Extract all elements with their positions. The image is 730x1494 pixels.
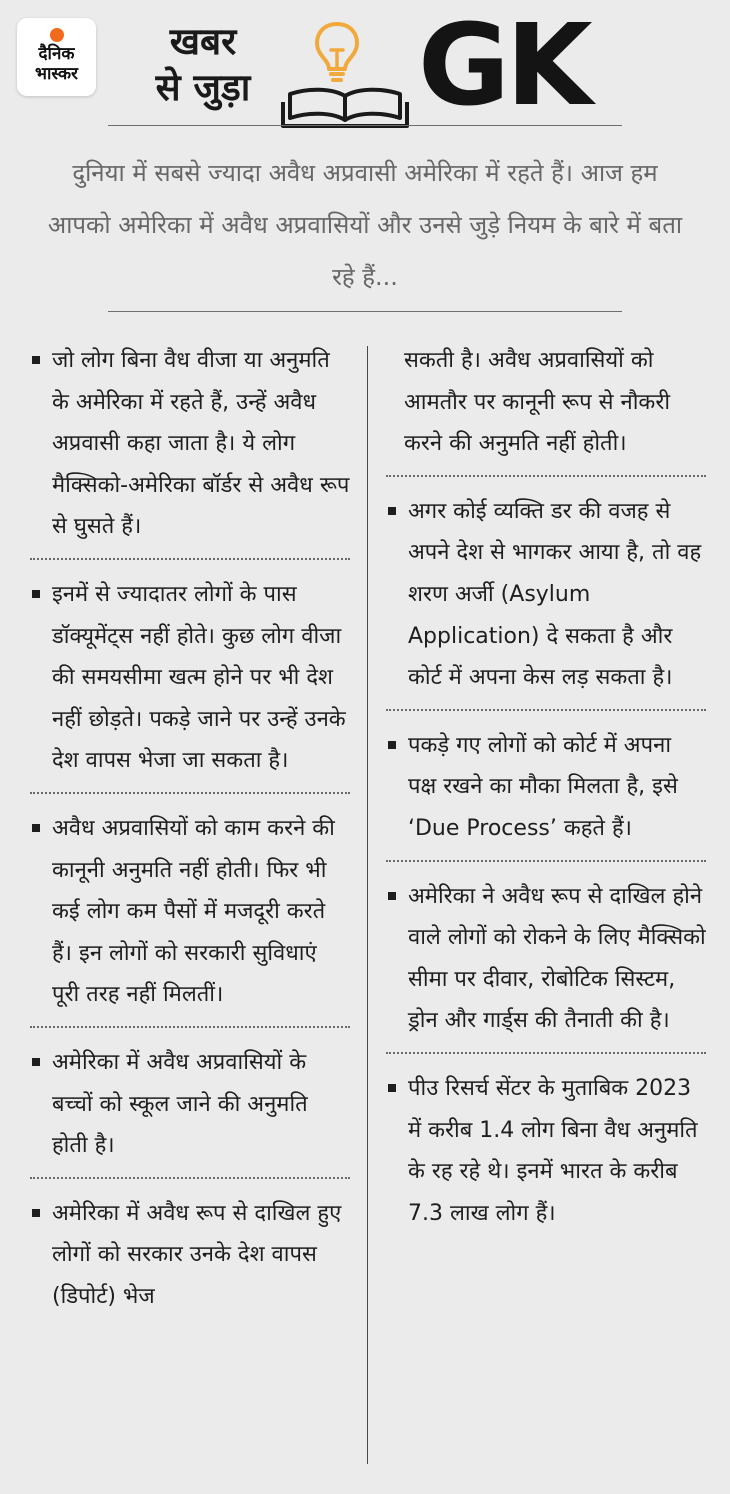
logo-text-line1: दैनिक	[38, 44, 75, 64]
bullet-icon	[32, 1058, 40, 1066]
list-item-text: सकती है। अवैध अप्रवासियों को आमतौर पर कानूनी रूप से नौकरी करने की अनुमति नहीं होती।	[404, 348, 671, 457]
header-title-line2: से जुड़ा	[155, 66, 251, 109]
intro-text: दुनिया में सबसे ज्यादा अवैध अप्रवासी अमेरिका में रहते हैं। आज हम आपको अमेरिका में अवैध अप्रवासियों और उनसे जुड़े नियम के बारे में बता रहे हैं...	[47, 159, 683, 291]
column-divider	[367, 346, 368, 1464]
list-item-text: जो लोग बिना वैध वीजा या अनुमति के अमेरिका में रहते हैं, उन्हें अवैध अप्रवासी कहा जाता है। ये लोग मैक्सिको-अमेरिका बॉर्डर से अवैध रूप से घुसते हैं।	[52, 348, 350, 540]
list-item	[386, 876, 706, 1054]
list-item	[30, 1042, 350, 1179]
left-column	[30, 340, 350, 1317]
list-item-text: अमेरिका में अवैध अप्रवासियों के बच्चों को स्कूल जाने की अनुमति होती है।	[52, 1049, 308, 1159]
list-item-text: अगर कोई व्यक्ति डर की वजह से अपने देश से भागकर आया है, तो वह शरण अर्जी (Asylum Application) दे सकता है और कोर्ट में अपना केस लड़ सकता है।	[408, 498, 702, 691]
bullet-icon	[32, 590, 40, 598]
lightbulb-icon	[312, 20, 362, 84]
header-divider	[108, 125, 622, 126]
list-item-continuation	[386, 340, 706, 477]
list-item-text: अमेरिका ने अवैध रूप से दाखिल होने वाले लोगों को रोकने के लिए मैक्सिको सीमा पर दीवार, रोबोटिक सिस्टम, ड्रोन और गार्ड्स की तैनाती की है।	[408, 883, 706, 1034]
bullet-icon	[388, 892, 396, 900]
open-book-icon	[280, 84, 410, 130]
bullet-icon	[32, 1209, 40, 1217]
list-item-text: इनमें से ज्यादातर लोगों के पास डॉक्यूमेंट्स नहीं होते। कुछ लोग वीजा की समयसीमा खत्म होने पर भी देश नहीं छोड़ते। पकड़े जाने पर उन्हें उनके देश वापस भेजा जा सकता है।	[52, 581, 346, 774]
bullet-icon	[388, 741, 396, 749]
intro-divider	[108, 311, 622, 312]
list-item-text: अवैध अप्रवासियों को काम करने की कानूनी अनुमति नहीं होती। फिर भी कई लोग कम पैसों में मजदूरी करते हैं। इन लोगों को सरकारी सुविधाएं पूरी तरह नहीं मिलतीं।	[52, 815, 335, 1008]
list-item	[386, 725, 706, 862]
list-item-text: पीउ रिसर्च सेंटर के मुताबिक 2023 में करीब 1.4 लोग बिना वैध अनुमति के रह रहे थे। इनमें भारत के करीब 7.3 लाख लोग हैं।	[408, 1075, 698, 1226]
list-item-text: अमेरिका में अवैध रूप से दाखिल हुए लोगों को सरकार उनके देश वापस (डिपोर्ट) भेज	[52, 1200, 342, 1309]
bullet-icon	[32, 356, 40, 364]
list-item	[30, 808, 350, 1028]
bullet-icon	[388, 507, 396, 515]
list-item	[30, 1193, 350, 1318]
list-item	[30, 574, 350, 794]
list-item	[386, 1068, 706, 1234]
sun-icon	[50, 28, 64, 42]
gk-title: GK	[418, 1, 589, 131]
header-title-line1: खबर	[169, 20, 237, 63]
logo-text-line2: भास्कर	[35, 64, 78, 84]
list-item-text: पकड़े गए लोगों को कोर्ट में अपना पक्ष रखने का मौका मिलता है, इसे ‘Due Process’ कहते हैं।	[408, 732, 678, 841]
bullet-icon	[388, 1084, 396, 1092]
list-item	[30, 340, 350, 560]
right-column	[386, 340, 706, 1234]
bullet-icon	[32, 824, 40, 832]
dainik-bhaskar-logo	[17, 18, 96, 96]
list-item	[386, 491, 706, 711]
